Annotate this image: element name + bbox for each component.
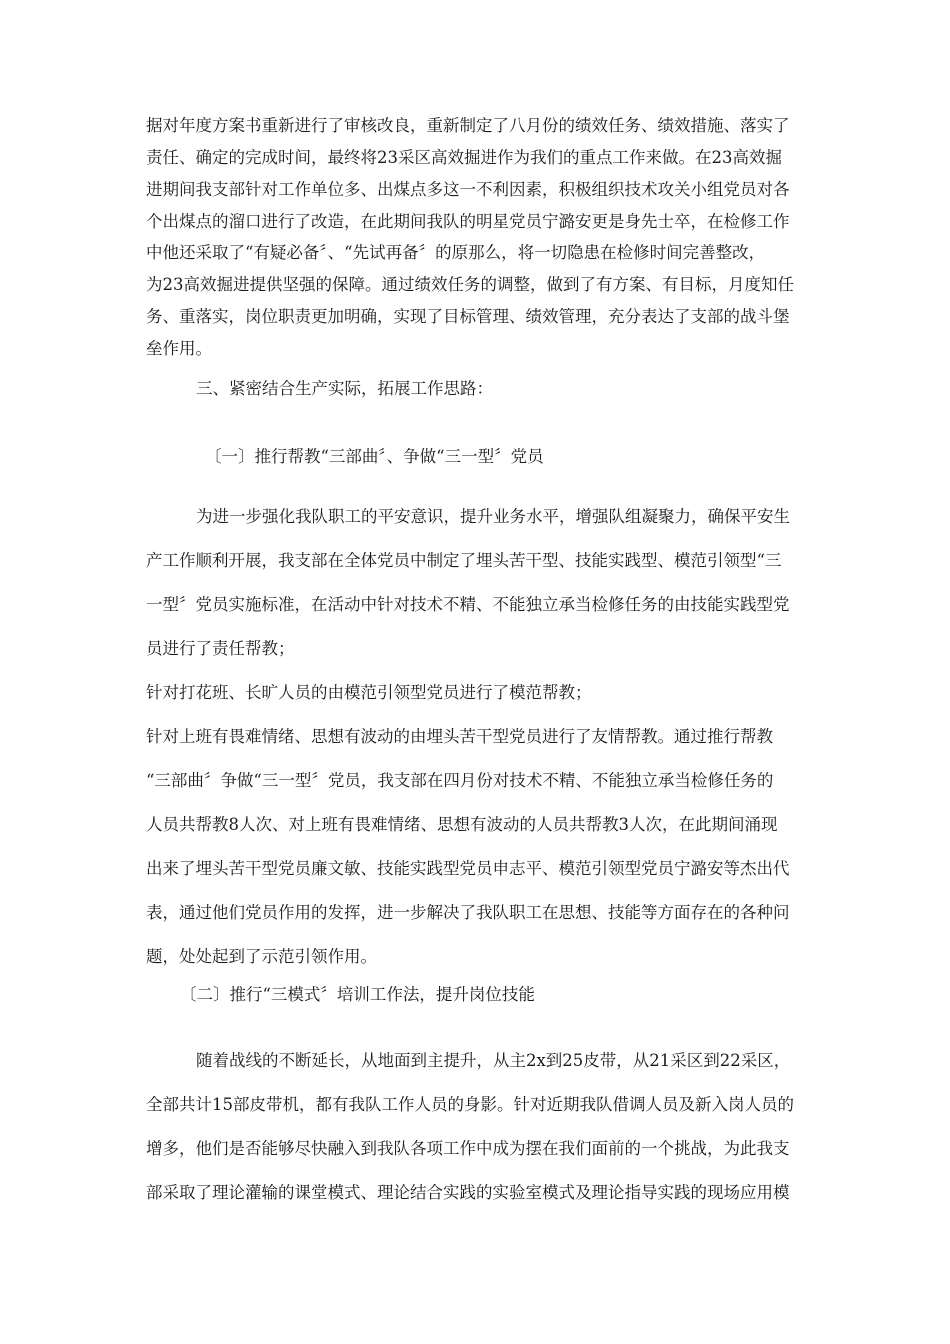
text-line: 增多，他们是否能够尽快融入到我队各项工作中成为摆在我们面前的一个挑战，为此我支 (146, 1139, 790, 1158)
text-line: 务、重落实，岗位职责更加明确，实现了目标管理、绩效管理，充分表达了支部的战斗堡 (146, 307, 790, 326)
text-line: 全部共计15部皮带机，都有我队工作人员的身影。针对近期我队借调人员及新入岗人员的 (146, 1095, 794, 1114)
text-line: 责任、确定的完成时间，最终将23采区高效掘进作为我们的重点工作来做。在23高效掘 (146, 148, 782, 167)
text-line: 为进一步强化我队职工的平安意识，提升业务水平，增强队组凝聚力，确保平安生 (196, 507, 790, 526)
text-line: 针对上班有畏难情绪、思想有波动的由埋头苦干型党员进行了友情帮教。通过推行帮教 (146, 727, 773, 746)
section-heading: 三、紧密结合生产实际，拓展工作思路： (196, 379, 493, 398)
text-line: 表，通过他们党员作用的发挥，进一步解决了我队职工在思想、技能等方面存在的各种问 (146, 903, 790, 922)
subsection-heading: 〔一〕推行帮教“三部曲〞、争做“三一型〞党员 (205, 447, 544, 466)
text-line: 题，处处起到了示范引领作用。 (146, 947, 377, 966)
subsection-heading: 〔二〕推行“三模式〞培训工作法，提升岗位技能 (180, 985, 535, 1004)
text-line: 人员共帮教8人次、对上班有畏难情绪、思想有波动的人员共帮教3人次，在此期间涌现 (146, 815, 778, 834)
text-line: 个出煤点的溜口进行了改造，在此期间我队的明星党员宁潞安更是身先士卒，在检修工作 (146, 212, 790, 231)
text-line: 中他还采取了“有疑必备〞、“先试再备〞的原那么，将一切隐患在检修时间完善整改， (146, 243, 766, 262)
text-line: 产工作顺利开展，我支部在全体党员中制定了埋头苦干型、技能实践型、模范引领型“三 (146, 551, 782, 570)
text-line: 针对打花班、长旷人员的由模范引领型党员进行了模范帮教； (146, 683, 592, 702)
text-line: 进期间我支部针对工作单位多、出煤点多这一不利因素，积极组织技术攻关小组党员对各 (146, 180, 790, 199)
text-line: 一型〞党员实施标准，在活动中针对技术不精、不能独立承当检修任务的由技能实践型党 (146, 595, 790, 614)
text-line: 随着战线的不断延长，从地面到主提升，从主2x到25皮带，从21采区到22采区， (196, 1051, 791, 1070)
text-line: 出来了埋头苦干型党员廉文敏、技能实践型党员申志平、模范引领型党员宁潞安等杰出代 (146, 859, 790, 878)
text-line: “三部曲〞争做“三一型〞党员，我支部在四月份对技术不精、不能独立承当检修任务的 (146, 771, 774, 790)
text-line: 部采取了理论灌输的课堂模式、理论结合实践的实验室模式及理论指导实践的现场应用模 (146, 1183, 790, 1202)
text-line: 员进行了责任帮教； (146, 639, 295, 658)
text-line: 为23高效掘进提供坚强的保障。通过绩效任务的调整，做到了有方案、有目标，月度知任 (146, 275, 794, 294)
text-line: 据对年度方案书重新进行了审核改良，重新制定了八月份的绩效任务、绩效措施、落实了 (146, 116, 790, 135)
text-line: 垒作用。 (146, 339, 212, 358)
